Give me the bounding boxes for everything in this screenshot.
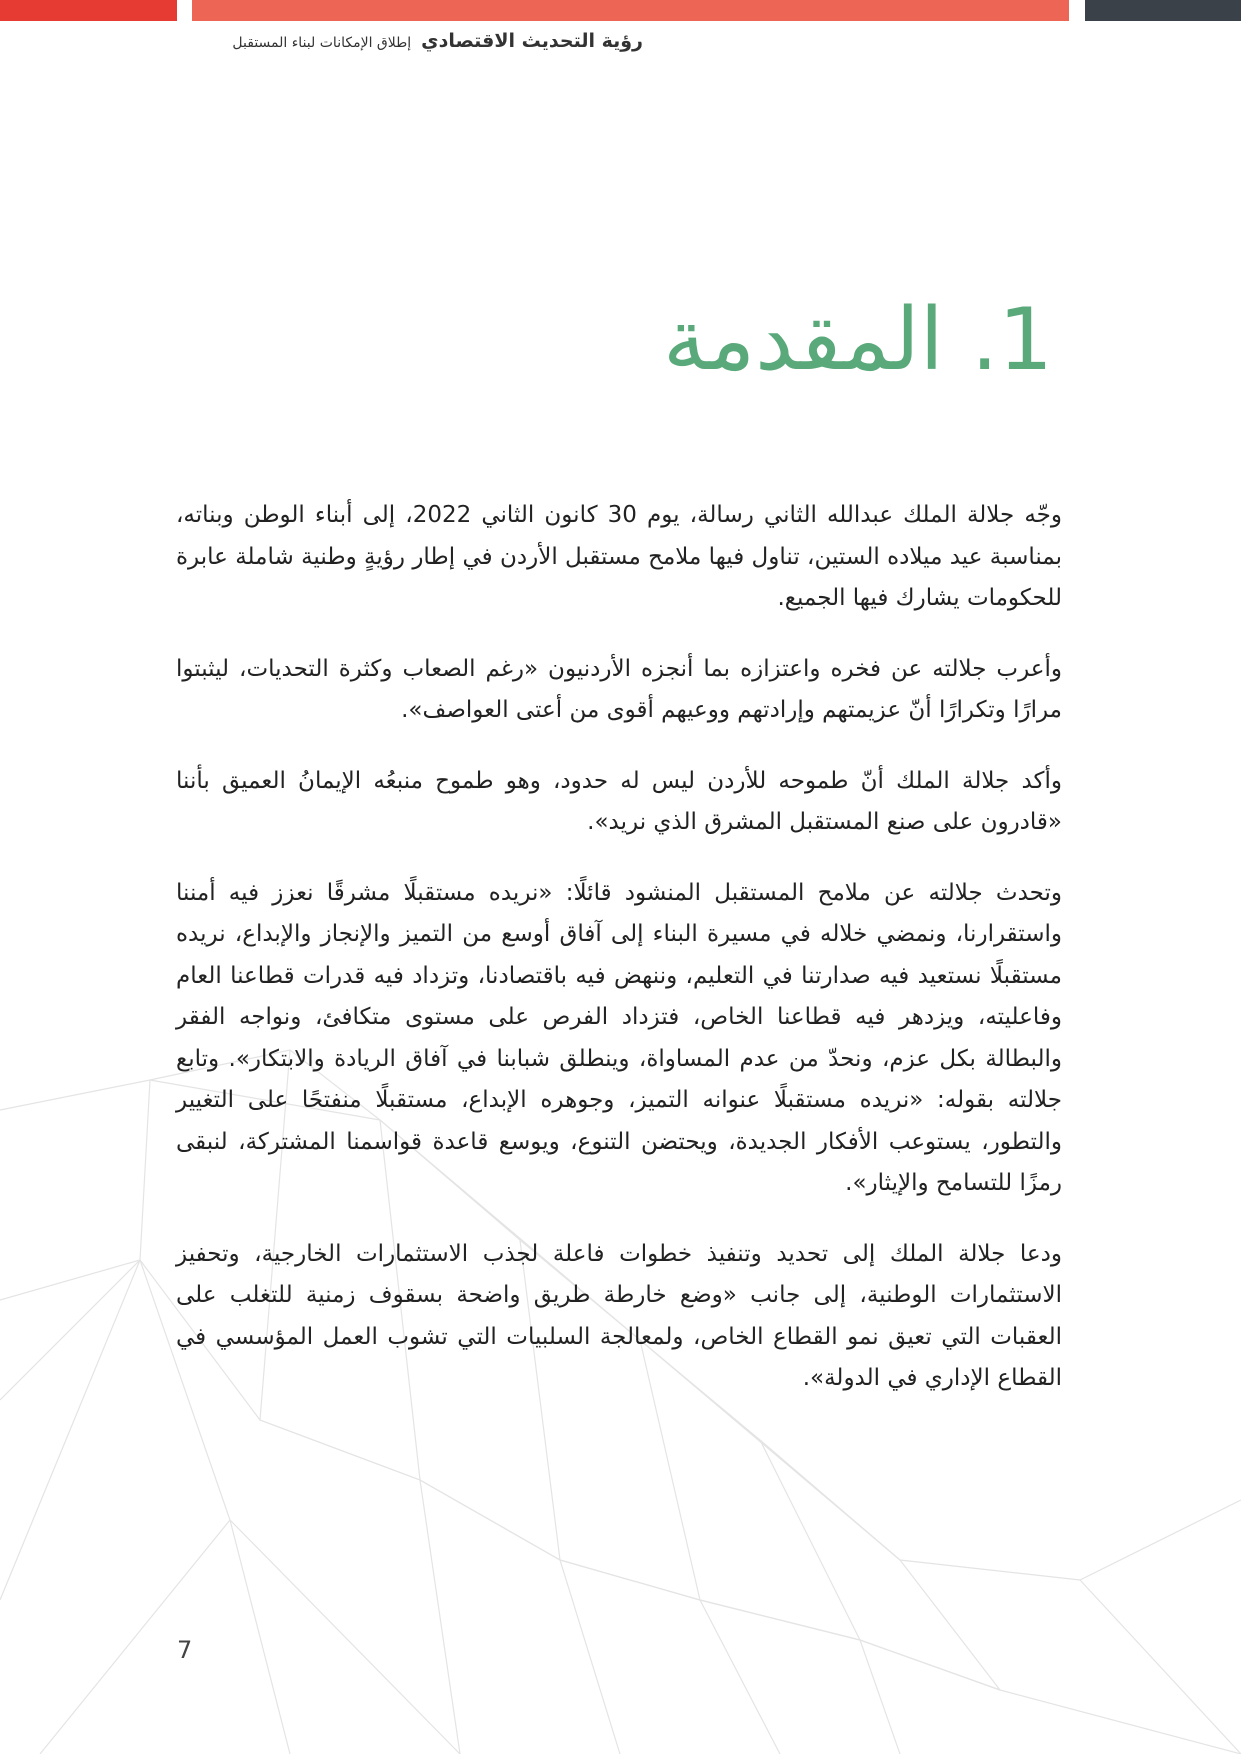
running-header [232, 30, 643, 52]
top-bar-red [0, 0, 177, 21]
paragraph: ودعا جلالة الملك إلى تحديد وتنفيذ خطوات فاعلة لجذب الاستثمارات الخارجية، وتحفيز الاستثمارات الوطنية، إلى جانب «وضع خارطة طريق واضحة بسقوف زمنية للتغلب على العقبات التي تعيق نمو القطاع الخاص، ولمعالجة السلبيات التي تشوب العمل المؤسسي في القطاع الإداري في الدولة». [176, 1240, 1062, 1391]
top-bar-dark [1085, 0, 1241, 21]
page-number: 7 [177, 1636, 193, 1664]
top-bar-coral [192, 0, 1069, 21]
paragraph: وأكد جلالة الملك أنّ طموحه للأردن ليس له حدود، وهو طموح منبعُه الإيمانُ العميق بأننا «قادرون على صنع المستقبل المشرق الذي نريد». [176, 767, 1062, 835]
paragraph: وأعرب جلالته عن فخره واعتزازه بما أنجزه الأردنيون «رغم الصعاب وكثرة التحديات، ليثبتوا مرارًا وتكرارًا أنّ عزيمتهم وإرادتهم ووعيهم أقوى من أعتى العواصف». [176, 655, 1062, 723]
body-text [176, 495, 1062, 1429]
paragraph: وجّه جلالة الملك عبدالله الثاني رسالة، يوم 30 كانون الثاني 2022، إلى أبناء الوطن وبناته، بمناسبة عيد ميلاده الستين، تناول فيها ملامح مستقبل الأردن في إطار رؤيةٍ وطنية شاملة عابرة للحكومات يشارك فيها الجميع. [176, 502, 1062, 611]
header-subtitle: إطلاق الإمكانات لبناء المستقبل [232, 35, 412, 51]
section-title: 1. المقدمة [662, 290, 1053, 390]
paragraph: وتحدث جلالته عن ملامح المستقبل المنشود قائلًا: «نريده مستقبلًا مشرقًا نعزز فيه أمننا واستقرارنا، ونمضي خلاله في مسيرة البناء إلى آفاق أوسع من التميز والإنجاز والإبداع، نريده مستقبلًا نستعيد فيه صدارتنا في التعليم، وننهض فيه باقتصادنا، وتزداد فيه قدرات قطاعنا العام وفاعليته، ويزدهر فيه قطاعنا الخاص، فتزداد الفرص على مستوى متكافئ، ونواجه الفقر والبطالة بكل عزم، ونحدّ من عدم المساواة، وينطلق شبابنا في آفاق الريادة والابتكار». وتابع جلالته بقوله: «نريده مستقبلًا عنوانه التميز، وجوهره الإبداع، مستقبلًا منفتحًا على التغيير والتطور، يستوعب الأفكار الجديدة، ويحتضن التنوع، ويوسع قاعدة قواسمنا المشتركة، لنبقى رمزًا للتسامح والإيثار». [176, 879, 1062, 1196]
header-title: رؤية التحديث الاقتصادي [421, 30, 643, 52]
